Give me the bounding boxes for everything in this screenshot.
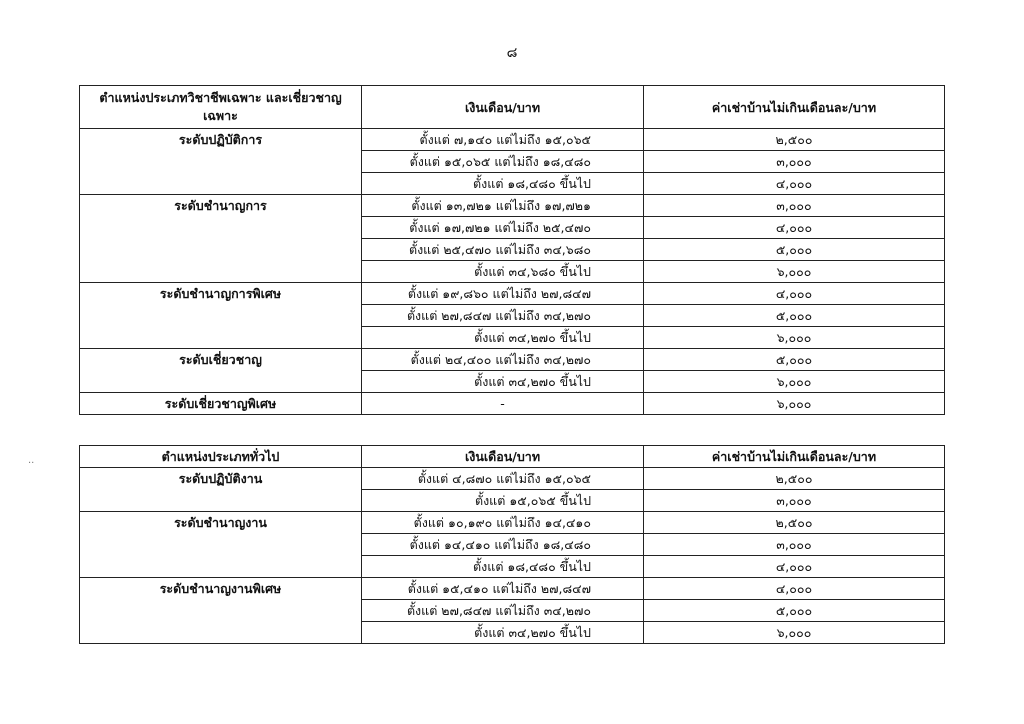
header-position-type: ตำแหน่งประเภทวิชาชีพเฉพาะ และเชี่ยวชาญเฉพาะ (80, 86, 362, 129)
salary-range-cell: ตั้งแต่ ๑๗,๗๒๑ แต่ไม่ถึง ๒๕,๔๗๐ (362, 217, 644, 239)
housing-allowance-cell: ๕,๐๐๐ (644, 239, 945, 261)
housing-allowance-cell: ๓,๐๐๐ (644, 151, 945, 173)
table-row (80, 512, 945, 534)
level-cell: ระดับปฏิบัติงาน (80, 468, 362, 512)
level-cell: ระดับชำนาญงาน (80, 512, 362, 578)
housing-allowance-cell: ๖,๐๐๐ (644, 622, 945, 644)
housing-allowance-cell: ๓,๐๐๐ (644, 195, 945, 217)
housing-allowance-cell: ๒,๕๐๐ (644, 468, 945, 490)
salary-range-cell: ตั้งแต่ ๒๗,๘๔๗ แต่ไม่ถึง ๓๔,๒๗๐ (362, 600, 644, 622)
table-body (80, 468, 945, 644)
header-position-type: ตำแหน่งประเภททั่วไป (80, 446, 362, 468)
salary-range-cell: ตั้งแต่ ๑๕,๐๖๕ ขึ้นไป (362, 490, 644, 512)
salary-range-cell: ตั้งแต่ ๑๓,๗๒๑ แต่ไม่ถึง ๑๗,๗๒๑ (362, 195, 644, 217)
level-cell: ระดับชำนาญการ (80, 195, 362, 283)
page-number: ๘ (506, 45, 518, 61)
housing-allowance-cell: ๖,๐๐๐ (644, 327, 945, 349)
table-row (80, 349, 945, 371)
header-salary: เงินเดือน/บาท (362, 446, 644, 468)
salary-range-cell: ตั้งแต่ ๗,๑๔๐ แต่ไม่ถึง ๑๕,๐๖๕ (362, 129, 644, 151)
salary-range-cell: ตั้งแต่ ๑๕,๔๑๐ แต่ไม่ถึง ๒๗,๘๔๗ (362, 578, 644, 600)
header-salary: เงินเดือน/บาท (362, 86, 644, 129)
level-cell: ระดับเชี่ยวชาญ (80, 349, 362, 393)
salary-range-cell: ตั้งแต่ ๑๘,๔๘๐ ขึ้นไป (362, 556, 644, 578)
housing-allowance-cell: ๔,๐๐๐ (644, 556, 945, 578)
salary-range-cell: - (362, 393, 644, 415)
salary-range-cell: ตั้งแต่ ๑๔,๔๑๐ แต่ไม่ถึง ๑๘,๔๘๐ (362, 534, 644, 556)
table-row (80, 468, 945, 490)
salary-range-cell: ตั้งแต่ ๒๗,๘๔๗ แต่ไม่ถึง ๓๔,๒๗๐ (362, 305, 644, 327)
table-row (80, 195, 945, 217)
level-cell: ระดับชำนาญงานพิเศษ (80, 578, 362, 644)
salary-range-cell: ตั้งแต่ ๓๔,๖๘๐ ขึ้นไป (362, 261, 644, 283)
professional-allowance-table (79, 85, 945, 415)
housing-allowance-cell: ๕,๐๐๐ (644, 600, 945, 622)
housing-allowance-cell: ๓,๐๐๐ (644, 490, 945, 512)
housing-allowance-cell: ๔,๐๐๐ (644, 578, 945, 600)
housing-allowance-cell: ๔,๐๐๐ (644, 217, 945, 239)
stray-mark: .. (28, 455, 35, 466)
housing-allowance-cell: ๒,๕๐๐ (644, 512, 945, 534)
housing-allowance-cell: ๕,๐๐๐ (644, 349, 945, 371)
salary-range-cell: ตั้งแต่ ๓๔,๒๗๐ ขึ้นไป (362, 622, 644, 644)
salary-range-cell: ตั้งแต่ ๓๔,๒๗๐ ขึ้นไป (362, 327, 644, 349)
salary-range-cell: ตั้งแต่ ๑๙,๘๖๐ แต่ไม่ถึง ๒๗,๘๔๗ (362, 283, 644, 305)
table-row (80, 129, 945, 151)
housing-allowance-cell: ๖,๐๐๐ (644, 393, 945, 415)
table-row (80, 393, 945, 415)
header-housing-allowance: ค่าเช่าบ้านไม่เกินเดือนละ/บาท (644, 86, 945, 129)
salary-range-cell: ตั้งแต่ ๒๕,๔๗๐ แต่ไม่ถึง ๓๔,๖๘๐ (362, 239, 644, 261)
header-housing-allowance: ค่าเช่าบ้านไม่เกินเดือนละ/บาท (644, 446, 945, 468)
salary-range-cell: ตั้งแต่ ๑๐,๑๙๐ แต่ไม่ถึง ๑๔,๔๑๐ (362, 512, 644, 534)
table-row (80, 283, 945, 305)
housing-allowance-cell: ๕,๐๐๐ (644, 305, 945, 327)
level-cell: ระดับชำนาญการพิเศษ (80, 283, 362, 349)
table-header-row (80, 446, 945, 468)
level-cell: ระดับเชี่ยวชาญพิเศษ (80, 393, 362, 415)
housing-allowance-cell: ๖,๐๐๐ (644, 261, 945, 283)
housing-allowance-cell: ๔,๐๐๐ (644, 173, 945, 195)
table-header-row (80, 86, 945, 129)
housing-allowance-cell: ๔,๐๐๐ (644, 283, 945, 305)
level-cell: ระดับปฏิบัติการ (80, 129, 362, 195)
housing-allowance-cell: ๓,๐๐๐ (644, 534, 945, 556)
table-row (80, 578, 945, 600)
housing-allowance-cell: ๖,๐๐๐ (644, 371, 945, 393)
salary-range-cell: ตั้งแต่ ๑๕,๐๖๕ แต่ไม่ถึง ๑๘,๔๘๐ (362, 151, 644, 173)
salary-range-cell: ตั้งแต่ ๔,๘๗๐ แต่ไม่ถึง ๑๕,๐๖๕ (362, 468, 644, 490)
general-allowance-table (79, 445, 945, 644)
salary-range-cell: ตั้งแต่ ๑๘,๔๘๐ ขึ้นไป (362, 173, 644, 195)
salary-range-cell: ตั้งแต่ ๒๔,๔๐๐ แต่ไม่ถึง ๓๔,๒๗๐ (362, 349, 644, 371)
housing-allowance-cell: ๒,๕๐๐ (644, 129, 945, 151)
table-body (80, 129, 945, 415)
salary-range-cell: ตั้งแต่ ๓๔,๒๗๐ ขึ้นไป (362, 371, 644, 393)
